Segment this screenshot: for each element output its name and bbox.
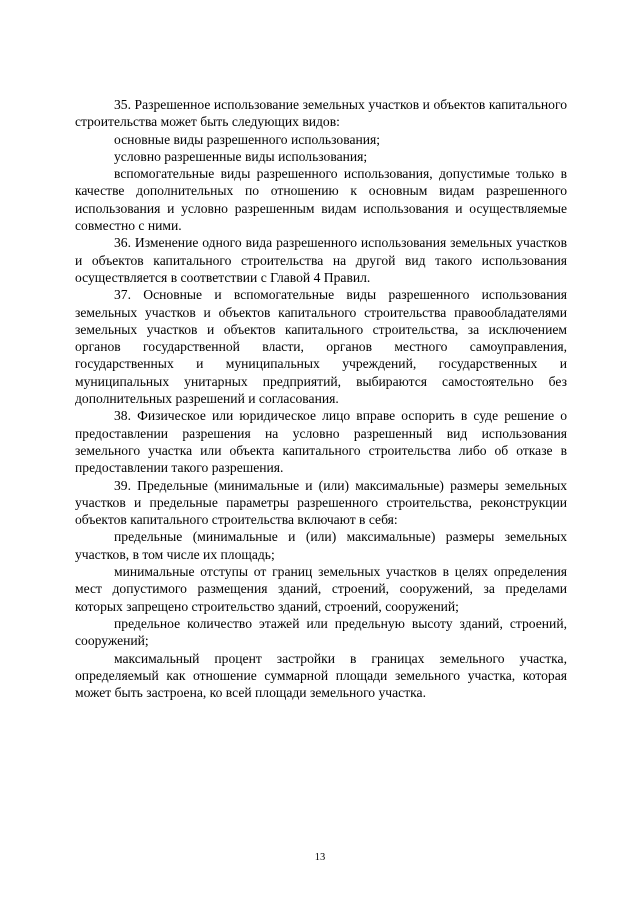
list-item-floors-height: предельное количество этажей или предельную высоту зданий, строений, сооружений; xyxy=(75,615,567,649)
paragraph-38: 38. Физическое или юридическое лицо вправе оспорить в суде решение о предоставлении разрешения на условно разрешенный вид использования земельного участка или объекта капитального строительства либо об отказе в предоставлении такого разрешения. xyxy=(75,408,567,476)
paragraph-39: 39. Предельные (минимальные и (или) максимальные) размеры земельных участков и предельные параметры разрешенного строительства, реконструкции объектов капитального строительства включают в себя: xyxy=(75,477,567,528)
paragraph-36: 36. Изменение одного вида разрешенного использования земельных участков и объектов капитального строительства на другой вид такого использования осуществляется в соответствии с Главой 4 Правил. xyxy=(75,235,567,285)
list-item-build-percentage: максимальный процент застройки в границах земельного участка, определяемый как отношение суммарной площади земельного участка, которая может быть застроена, ко всей площади земельного участка. xyxy=(75,650,567,701)
paragraph-35: 35. Разрешенное использование земельных участков и объектов капитального строительства может быть следующих видов: xyxy=(75,97,567,130)
paragraph-37: 37. Основные и вспомогательные виды разрешенного использования земельных участков и объектов капитального строительства правообладателями земельных участков и объектов капитального строительства, за исключением органов государственной власти, органов местного самоуправления, государственных и муниципальных учреждений, государственных и муниципальных унитарных предприятий, выбираются самостоятельно без дополнительных разрешений и согласования. xyxy=(75,287,567,407)
page-number: 13 xyxy=(314,852,326,863)
list-item-conditional-uses: условно разрешенные виды использования; xyxy=(114,148,368,164)
list-item-main-uses: основные виды разрешенного использования; xyxy=(114,131,381,147)
document-body xyxy=(75,96,567,701)
list-item-auxiliary-uses: вспомогательные виды разрешенного использования, допустимые только в качестве дополнительных по отношению к основным видам разрешенного использования и условно разрешенным видам использования и осуществляемые совместно с ними. xyxy=(75,166,567,234)
list-item-setbacks: минимальные отступы от границ земельных участков в целях определения мест допустимого размещения зданий, строений, сооружений, за пределами которых запрещено строительство зданий, строений, сооружений; xyxy=(75,564,567,614)
list-item-plot-sizes: предельные (минимальные и (или) максимальные) размеры земельных участков, в том числе их площадь; xyxy=(75,529,567,562)
